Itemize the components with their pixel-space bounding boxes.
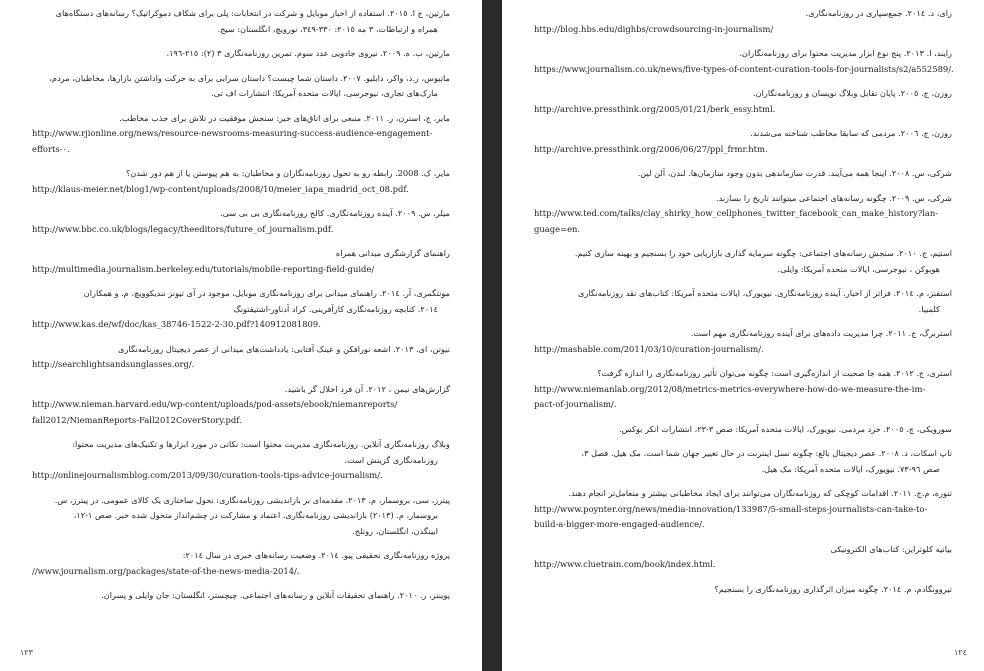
- reference-entry: [32, 206, 450, 237]
- reference-text: تیروونگادم، م. ٢٠١٤. چگونه میزان اثرگذاری روزنامه‌نگاری را بسنجیم؟: [714, 583, 952, 594]
- reference-text: مونتگمری، آر. ٢٠١٤. راهنمای میدانی برای روزنامه‌نگاری موبایل، موجود در آی تیونز نندیکوویچ، م. و همکاران: [83, 288, 450, 298]
- reference-entry: [534, 542, 952, 573]
- reference-text: شرکی، س. ٢٠٠٨. اینجا همه می‌آیند. قدرت سازماندهی بدون وجود سازمان‌ها. لندن، آلن لین.: [637, 168, 952, 178]
- reference-text: پروژه روزنامه‌نگاری تحقیقی پیو. ٢٠١٤. وضعیت رسانه‌های خبری در سال ٢٠١٤:: [182, 550, 450, 560]
- reference-text: ٢٠١٤. کتابچه روزنامه‌نگاری کارآفرینی. کراد آدناور-اشتیفتونگ: [233, 303, 438, 314]
- reference-text: روزن، ج. ٢٠٠٥. پایان تقابل وبلاگ نویسان و روزنامه‌نگاران.: [753, 88, 952, 98]
- reference-url[interactable]: http://www.bbc.co.uk/blogs/legacy/theeditors/future_of_journalism.pdf.: [32, 223, 334, 234]
- reference-entry: [32, 588, 450, 604]
- reference-text: شرکی، س. ٢٠٠٩. چگونه رسانه‌های اجتماعی میتوانند تاریخ را بسازند.: [716, 192, 952, 203]
- reference-url[interactable]: http://multimedia.journalism.berkeley.edu/tutorials/mobile-reporting-field-guide/: [32, 263, 375, 274]
- page-number: ١٢٤: [954, 648, 967, 657]
- reference-entry: [534, 246, 952, 277]
- reference-entry: [32, 6, 450, 37]
- reference-text: مارتین، ج ا. ٢٠١٥. استفاده از اخبار موبایل و شرکت در انتخابات: پلی برای شکاف دموکراتیک؟ رسانه‌های دستگاه‌های: [55, 8, 450, 18]
- reference-text: نیوتن، ای. ٢٠١٣. اشعه نورافکن و عینک آفتابی: یادداشت‌های میدانی از عصر دیجیتال روزنامه‌نگاری: [118, 343, 450, 354]
- reference-url[interactable]: //www.journalism.org/packages/state-of-the-news-media-2014/.: [32, 565, 300, 576]
- reference-entry: [534, 126, 952, 157]
- reference-entry: [534, 582, 952, 598]
- reference-entry: [32, 437, 450, 484]
- reference-entry: [32, 286, 450, 333]
- reference-entry: [534, 366, 952, 413]
- reference-entry: [534, 46, 952, 77]
- reference-text: استیم، ج. ٢٠١٠. سنجش رسانه‌های اجتماعی: چگونه سرمایه گذاری بازاریابی خود را بسنجیم و بهینه سازی کنیم.: [574, 248, 952, 258]
- reference-entry: [32, 493, 450, 540]
- reference-text: تنوره، م.ج. ٢٠١١. اقدامات کوچکی که روزنامه‌نگاران می‌توانند برای ایجاد مخاطبانی بیشتر و متعامل‌تر انجام دهند.: [568, 488, 952, 498]
- reference-url[interactable]: http://www.ted.com/talks/clay_shirky_how_cellphones_twitter_facebook_can_make_history?lan-: [534, 208, 939, 218]
- reference-text: راهنمای گزارشگری میدانی همراه: [335, 248, 450, 258]
- reference-entry: [32, 382, 450, 429]
- reference-url[interactable]: pact-of-journalism/.: [534, 399, 617, 409]
- left-page-references: [32, 6, 450, 613]
- reference-entry: [32, 111, 450, 158]
- page-number: ١٢٣: [20, 648, 33, 657]
- reference-entry: [32, 342, 450, 373]
- reference-url[interactable]: http://klaus-meier.net/blog1/wp-content/uploads/2008/10/meier_iapa_madrid_oct_08.pdf.: [32, 183, 409, 194]
- reference-url[interactable]: http://www.kas.de/wf/doc/kas_38746-1522-2-30.pdf?140912081809.: [32, 319, 321, 329]
- reference-text: بروسمار، م. (٢٠١٣) بازاندیشی روزنامه‌نگاری. اعتماد و مشارکت در چشم‌انداز متحول شده خبر. صص ١-١٢،: [73, 510, 438, 520]
- reference-entry: [32, 46, 450, 62]
- reference-url[interactable]: http://www.nieman.harvard.edu/wp-content/uploads/pod-assets/ebook/niemanreports/: [32, 399, 398, 409]
- reference-text: میلر، س. ٢٠٠٩. آینده روزنامه‌نگاری. کالج روزنامه‌نگاری بی بی سی.: [220, 208, 450, 218]
- reference-text: پوینتر، ر. ٢٠١٠. راهنمای تحقیقات آنلاین و رسانه‌های اجتماعی. چیچستر، انگلستان: جان وایلی و پسران.: [101, 590, 450, 600]
- reference-url[interactable]: http://archive.pressthink.org/2005/01/21/berk_essy.html.: [534, 103, 776, 114]
- left-page: [0, 0, 482, 671]
- reference-text: کلمبیا.: [918, 303, 940, 314]
- reference-text: روزن، ج. ٢٠٠٦. مردمی که سابقا مخاطب شناخته می‌شدند.: [750, 128, 952, 138]
- reference-text: همراه و ارتباطات، ٣ مه ٢٠١٥: ٣٣٠-٣٤٩، نورویچ، انگلستان: سیج.: [217, 23, 438, 34]
- reference-entry: [534, 86, 952, 117]
- reference-url[interactable]: efforts-٠.: [32, 143, 70, 154]
- reference-entry: [32, 71, 450, 102]
- reference-text: رایند، ا. ٢٠١٣. پنج نوع ابزار مدیریت محتوا برای روزنامه‌نگاران.: [739, 48, 952, 58]
- reference-url[interactable]: http://www.poynter.org/news/media-innovation/133987/5-small-steps-journalists-can-take-to-: [534, 503, 928, 514]
- reference-entry: [534, 166, 952, 182]
- reference-entry: [534, 326, 952, 357]
- reference-entry: [534, 486, 952, 533]
- reference-entry: [534, 286, 952, 317]
- reference-text: استربرگ، ج. ٢٠١١. چرا مدیریت داده‌های برای آینده روزنامه‌نگاری مهم است.: [690, 328, 952, 338]
- reference-text: رای، د. ٢٠١٤. جمع‌سپاری در روزنامه‌نگاری.: [805, 8, 952, 18]
- right-page-references: [534, 6, 952, 606]
- reference-text: مایر، ج، استرن، ر. ٢٠١١. منبعی برای اتاق‌های خبر: سنجش موفقیت در تلاش برای جذب مخاطب.: [119, 112, 450, 123]
- reference-entry: [32, 246, 450, 277]
- reference-url[interactable]: http://blog.hbs.edu/dighbs/crowdsourcing-in-journalism/: [534, 23, 774, 34]
- reference-entry: [32, 166, 450, 197]
- reference-url[interactable]: http://archive.pressthink.org/2006/06/27/ppl_frmr.htm.: [534, 143, 768, 154]
- reference-text: مارتین، ب. ه. ٢٠٠٩. نیروی جادویی عدد سوم. تمرین روزنامه‌نگاری ٣ (٢): ٢١٥-١٩٦.: [166, 48, 450, 58]
- reference-text: استری، ج. ٢٠١٢. همه جا صحبت از اندازه‌گیری است: چگونه می‌توان تأثیر روزنامه‌نگاری را اندازه گرفت؟: [597, 368, 952, 378]
- reference-text: هوبوکن ، نیوجرسی، ایالات متحده آمریکا: وایلی.: [777, 263, 940, 274]
- reference-url[interactable]: https://www.journalism.co.uk/news/five-types-of-content-curation-tools-for-journalists/s2/a552589/.: [534, 63, 954, 74]
- reference-url[interactable]: fall2012/NiemanReports-Fall2012CoverStory.pdf.: [32, 414, 242, 425]
- reference-text: گزارش‌های نیمن ، ٢٠١٢. آن فرد اخلال گر باشید.: [284, 383, 450, 394]
- reference-text: ماتیوس، ر.د، واکر، دابلیو. ٢٠٠٧. داستان شما چیست؟ داستان سرایی برای به حرکت واداشتن بازارها، مخاطبان، مردم،: [49, 72, 450, 83]
- reference-url[interactable]: http://mashable.com/2011/03/10/curation-journalism/.: [534, 343, 764, 354]
- reference-url[interactable]: http://searchlightsandsunglasses.org/.: [32, 359, 195, 369]
- reference-url[interactable]: guage=en.: [534, 223, 581, 234]
- reference-text: تاپ اسکات، د. ٢٠٠٨. عصر دیجیتال بالغ: چگونه نسل اینترنت در حال تغییر جهان شما است. مک هیل. فصل ٣،: [581, 448, 952, 458]
- reference-url[interactable]: http://onlinejournalismblog.com/2013/09/30/curation-tools-tips-advice-journalism/.: [32, 470, 383, 480]
- reference-entry: [534, 191, 952, 238]
- reference-url[interactable]: http://www.cluetrain.com/book/index.html.: [534, 559, 716, 569]
- reference-entry: [534, 6, 952, 37]
- reference-entry: [534, 446, 952, 477]
- reference-url[interactable]: build-a-bigger-more-engaged-audience/.: [534, 519, 705, 529]
- reference-text: بیانیه کلوتراین: کتاب‌های الکترونیکی: [830, 543, 952, 554]
- reference-text: پیترز، سی، بروسمار، م. ٢٠١٣. مقدمه‌ای بر بازاندیشی روزنامه‌نگاری: تحول ساختاری یک کالای عمومی. در پیترز، س.: [54, 494, 450, 505]
- right-page: [502, 0, 984, 671]
- reference-text: مارک‌های تجاری، نیوجرسی، ایالات متحده آمریکا: انتشارات اف تی.: [211, 88, 438, 98]
- reference-text: استفنز، م. ٢٠١٤. فراتر از اخبار. آینده روزنامه‌نگاری. نیویورک، ایالات متحده آمریکا: کتاب‌های نقد روزنامه‌نگاری: [578, 288, 952, 298]
- reference-url[interactable]: http://www.niemanlab.org/2012/08/metrics-metrics-everywhere-how-do-we-measure-the-im-: [534, 383, 926, 394]
- reference-entry: [32, 548, 450, 579]
- reference-text: مایر، ک. 2008. رابطه رو به تحول روزنامه‌نگاران و مخاطبان: به هم پیوستن یا از هم دور شدن؟: [125, 168, 450, 178]
- reference-text: وبلاگ روزنامه‌نگاری آنلاین. روزنامه‌نگاری مدیریت محتوا است: نکاتی در مورد ابزارها و تکنیک‌های مدیریت محتوا:: [72, 439, 450, 449]
- reference-text: سورویکی، ج. ٢٠٠٥. خرد مردمی. نیویورک، ایالات متحده آمریکا: صص ٣-٢٣، انتشارات انکر بوکس.: [619, 423, 952, 434]
- reference-url[interactable]: http://www.rjionline.org/news/resource-newsrooms-measuring-success-audience-engagement-: [32, 128, 433, 138]
- reference-entry: [534, 422, 952, 438]
- reference-text: روزنامه‌نگاری گزینش است.: [344, 454, 438, 465]
- reference-text: ابینگدن، انگلستان، روتلج.: [352, 525, 438, 536]
- reference-text: صص ٩٦-٧٣. نیویورک، ایالات متحده آمریکا: مک هیل.: [761, 463, 940, 474]
